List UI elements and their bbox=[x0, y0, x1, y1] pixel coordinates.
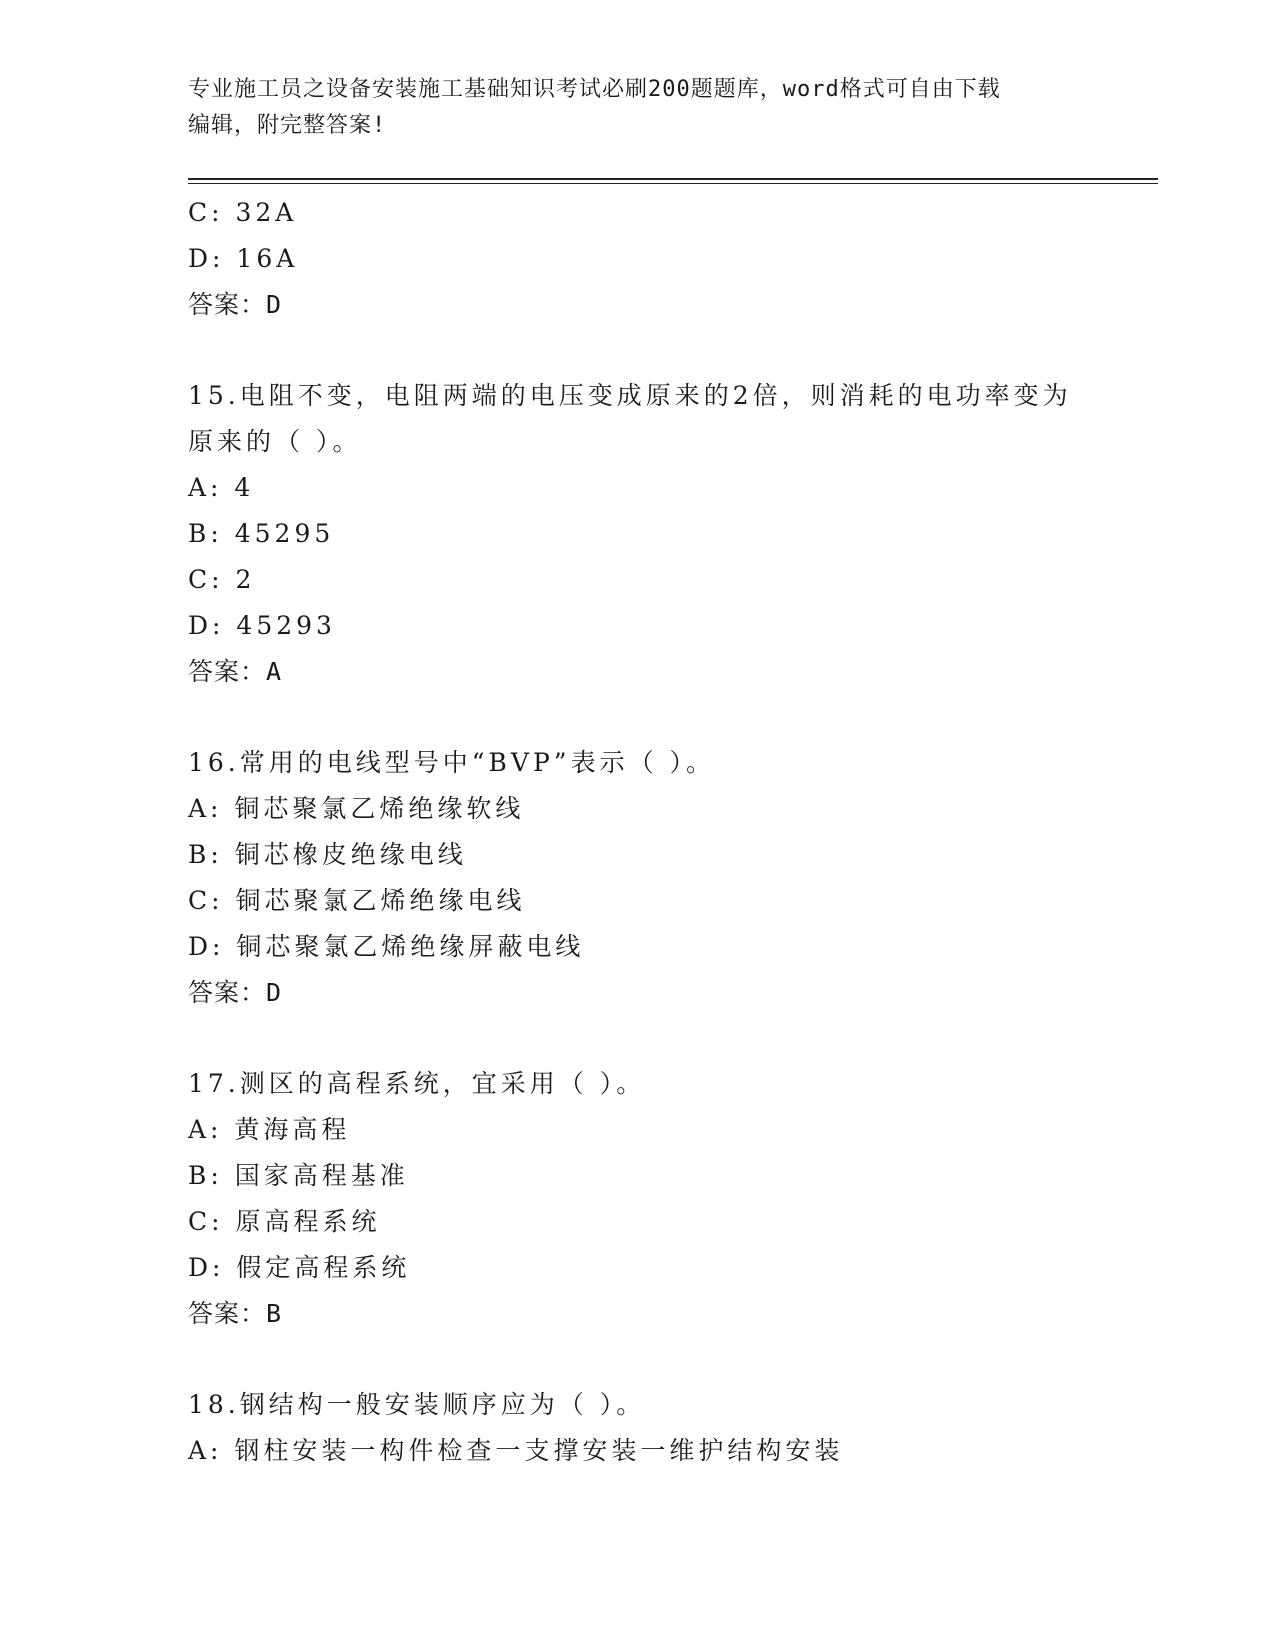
option-d: D: 16A bbox=[188, 244, 299, 273]
option-b: B: 国家高程基准 bbox=[188, 1161, 409, 1190]
question-17 bbox=[188, 1061, 1148, 1337]
answer-line: 答案：D bbox=[188, 290, 283, 319]
question-stem: 18.钢结构一般安装顺序应为（ ）。 bbox=[188, 1390, 646, 1419]
answer-line: 答案：D bbox=[188, 978, 283, 1007]
answer-line: 答案：A bbox=[188, 657, 283, 686]
option-a: A: 钢柱安装一构件检查一支撑安装一维护结构安装 bbox=[188, 1436, 844, 1465]
option-d: D: 假定高程系统 bbox=[188, 1253, 411, 1282]
option-c: C: 原高程系统 bbox=[188, 1207, 381, 1236]
spacer bbox=[188, 1016, 1148, 1061]
question-14-continuation bbox=[188, 190, 1148, 328]
spacer bbox=[188, 328, 1148, 373]
question-18 bbox=[188, 1382, 1148, 1474]
option-a: A: 铜芯聚氯乙烯绝缘软线 bbox=[188, 794, 525, 823]
option-d: D: 45293 bbox=[188, 611, 336, 640]
question-16 bbox=[188, 740, 1148, 1016]
option-a: A: 黄海高程 bbox=[188, 1115, 351, 1144]
header-title-line-1: 专业施工员之设备安装施工基础知识考试必刷200题题库，word格式可自由下载 bbox=[188, 77, 1001, 102]
spacer bbox=[188, 695, 1148, 740]
option-a: A: 4 bbox=[188, 473, 255, 502]
option-c: C: 32A bbox=[188, 198, 298, 227]
header-title-line-2: 编辑，附完整答案! bbox=[188, 113, 387, 138]
question-15 bbox=[188, 373, 1148, 695]
spacer bbox=[188, 1337, 1148, 1382]
option-b: B: 铜芯橡皮绝缘电线 bbox=[188, 840, 467, 869]
header-divider bbox=[188, 178, 1158, 184]
option-c: C: 铜芯聚氯乙烯绝缘电线 bbox=[188, 886, 526, 915]
question-stem-continued: 原来的（ ）。 bbox=[188, 427, 362, 456]
option-d: D: 铜芯聚氯乙烯绝缘屏蔽电线 bbox=[188, 932, 585, 961]
document-header bbox=[188, 72, 1088, 144]
question-stem: 15.电阻不变，电阻两端的电压变成原来的2倍，则消耗的电功率变为 bbox=[188, 381, 1072, 410]
option-b: B: 45295 bbox=[188, 519, 335, 548]
answer-line: 答案：B bbox=[188, 1299, 283, 1328]
question-stem: 17.测区的高程系统，宜采用（ ）。 bbox=[188, 1069, 646, 1098]
question-list bbox=[188, 190, 1148, 1474]
option-c: C: 2 bbox=[188, 565, 256, 594]
question-stem: 16.常用的电线型号中“BVP”表示（ ）。 bbox=[188, 748, 716, 777]
